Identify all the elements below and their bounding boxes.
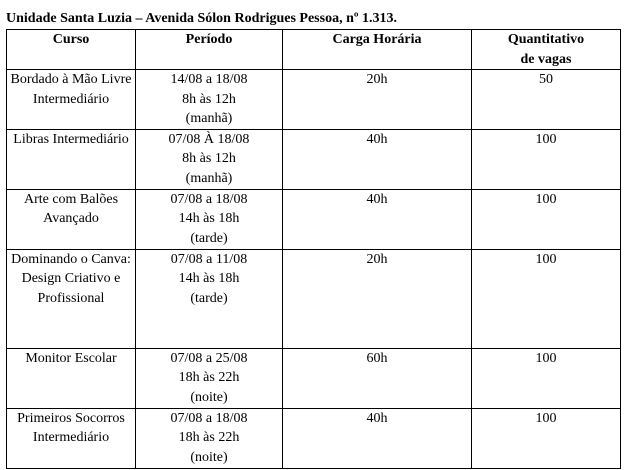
periodo-shift: (noite) [190,389,228,405]
curso-line: Design Criativo e [21,271,121,286]
courses-table [6,29,621,469]
header-carga-horaria: Carga Horária [283,30,472,70]
periodo-hours: 18h às 22h [178,370,240,385]
curso-line: Avançado [43,211,99,226]
periodo-shift: (tarde) [190,230,228,246]
periodo-hours: 8h às 12h [182,151,236,166]
header-periodo: Período [136,30,283,70]
curso-line: Profissional [37,290,105,306]
table-row [7,408,621,468]
periodo-shift: (noite) [190,449,228,465]
cell-vagas: 100 [472,408,621,468]
cell-carga-horaria: 40h [283,129,472,189]
periodo-hours: 14h às 18h [178,211,240,226]
periodo-hours: 18h às 22h [178,430,240,445]
cell-periodo [136,189,283,249]
curso-line: Bordado à Mão Livre [10,72,132,87]
cell-carga-horaria: 40h [283,189,472,249]
periodo-shift: (tarde) [190,290,228,306]
cell-periodo [136,249,283,348]
curso-line: Intermediário [32,430,110,445]
cell-periodo [136,129,283,189]
periodo-dates: 07/08 a 18/08 [170,410,248,426]
cell-curso [7,189,136,249]
header-quantitativo-vagas [472,30,621,70]
curso-line: Primeiros Socorros [17,410,125,426]
periodo-dates: 07/08 À 18/08 [168,131,250,147]
table-header-row [7,30,621,70]
cell-carga-horaria: 20h [283,70,472,130]
document-heading: Unidade Santa Luzia – Avenida Sólon Rodrigues Pessoa, nº 1.313. [6,11,397,26]
periodo-hours: 14h às 18h [178,271,240,286]
cell-periodo [136,408,283,468]
cell-carga-horaria: 20h [283,249,472,348]
table-row [7,70,621,130]
cell-vagas: 100 [472,249,621,348]
periodo-shift: (manhã) [185,170,233,186]
cell-vagas: 100 [472,189,621,249]
curso-line: Libras Intermediário [13,131,129,147]
header-vagas-line-1: Quantitativo [507,32,585,47]
periodo-dates: 07/08 a 18/08 [170,191,248,207]
cell-vagas: 100 [472,129,621,189]
periodo-dates: 07/08 a 11/08 [170,251,248,267]
table-row [7,129,621,189]
cell-carga-horaria: 60h [283,348,472,408]
cell-carga-horaria: 40h [283,408,472,468]
table-row [7,348,621,408]
curso-line: Intermediário [32,91,110,107]
cell-curso [7,129,136,189]
cell-curso [7,70,136,130]
table-row [7,249,621,348]
cell-vagas: 100 [472,348,621,408]
cell-curso [7,348,136,408]
curso-line: Monitor Escolar [25,350,117,366]
cell-periodo [136,70,283,130]
header-vagas-line-2: de vagas [520,51,572,67]
cell-curso [7,249,136,348]
curso-line: Arte com Balões [23,191,119,207]
header-curso: Curso [7,30,136,70]
cell-periodo [136,348,283,408]
table-row [7,189,621,249]
periodo-dates: 14/08 a 18/08 [170,72,248,87]
periodo-dates: 07/08 a 25/08 [170,350,248,366]
cell-curso [7,408,136,468]
cell-vagas: 50 [472,70,621,130]
periodo-hours: 8h às 12h [182,91,236,107]
periodo-shift: (manhã) [185,111,233,126]
curso-line: Dominando o Canva: [11,251,131,267]
